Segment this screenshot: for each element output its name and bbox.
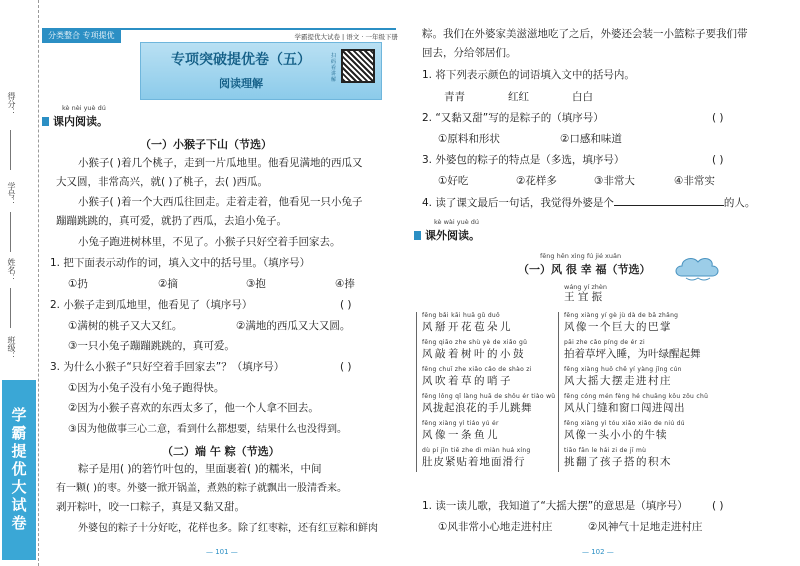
poem-text: 风吹着草的哨子 [422, 375, 513, 387]
answer-paren[interactable]: ( ) [340, 299, 352, 311]
name-label: 姓名： [7, 258, 16, 282]
poem-pinyin: fēng cóng mén fèng hé chuāng kǒu zǒu chū [564, 393, 709, 400]
poem-text: 风敲着树叶的小鼓 [422, 348, 526, 360]
poem-pinyin: fēng xiàng yì tóu xiǎo xiǎo de niú dú [564, 420, 685, 427]
option[interactable]: ①扔 [68, 278, 88, 290]
section-heading [42, 113, 108, 129]
poem-line [564, 312, 678, 334]
left-page [40, 0, 398, 566]
word-option[interactable]: 青青 [444, 91, 465, 103]
passage-title: （一）小猴子下山（节选） [140, 138, 272, 151]
poem-author: 王 宜 振 [564, 291, 603, 303]
brand-logo: 学霸提优大试卷 [2, 380, 36, 560]
poem-line [422, 366, 532, 388]
answer-paren[interactable]: ( ) [712, 500, 724, 512]
binding-strip [0, 0, 39, 566]
poem-text: 风拢起浪花的手儿跳舞 [422, 402, 532, 414]
poem-right-bar [558, 312, 559, 472]
option[interactable]: ②口感和味道 [560, 133, 622, 145]
option[interactable]: ③一只小兔子蹦蹦跳跳的，真可爱。 [68, 340, 235, 352]
poem-text: 拍着草坪入睡，为叶绿醒起舞 [564, 348, 701, 360]
poem-pinyin: fēng xiàng huǒ chē yí yàng jǐng cún [564, 366, 682, 373]
poem-text: 挑翻了孩子搭的积木 [564, 456, 672, 468]
answer-paren[interactable]: ( ) [712, 112, 724, 124]
question: 1. 将下列表示颜色的词语填入文中的括号内。 [422, 69, 635, 81]
poem-pinyin: fēng xiàng yí gè jù dà de bā zhǎng [564, 312, 679, 319]
option[interactable]: ③非常大 [594, 175, 635, 187]
section-heading-text: 课内阅读。 [53, 115, 108, 128]
section-pinyin: kè nèi yuè dú [62, 104, 106, 112]
poem-pinyin: fēng qiāo zhe shù yè de xiǎo gǔ [422, 339, 528, 346]
section-pinyin: kè wài yuè dú [434, 218, 480, 226]
poem-text: 风掰开花苞朵儿 [422, 321, 513, 333]
option[interactable]: ④捧 [335, 278, 355, 290]
qr-code-icon[interactable] [341, 49, 375, 83]
poem-text: 肚皮紧贴着地面滑行 [422, 456, 526, 468]
poem-pinyin: dù pí jǐn tiē zhe dì miàn huá xíng [422, 447, 531, 454]
option[interactable]: ②花样多 [516, 175, 557, 187]
poem-pinyin: fēng xiàng yì tiáo yú ér [422, 420, 499, 427]
poem-line [422, 420, 500, 442]
page-number: — 101 — [206, 548, 238, 556]
answer-blank[interactable] [614, 205, 724, 206]
poem-pinyin: fēng lǒng qǐ làng huā de shǒu ér tiào wǔ [422, 393, 556, 400]
name-line [10, 288, 11, 328]
option[interactable]: ②风神气十足地走进村庄 [588, 521, 703, 533]
passage-line: 粽子是用( )的箬竹叶包的，里面裹着( )的糯米，中间 [78, 463, 322, 475]
question [422, 197, 755, 210]
option[interactable]: ①风非常小心地走进村庄 [438, 521, 553, 533]
option[interactable]: ③抱 [246, 278, 266, 290]
question: 3. 为什么小猴子“只好空着手回家去”？（填序号） [50, 361, 285, 373]
passage-line: 小猴子( )着一个大西瓜往回走。走着走着，他看见一只小兔子 [78, 196, 363, 208]
poem-line [564, 393, 708, 415]
section-heading [414, 227, 480, 243]
passage-line: 大又圆，非常高兴，就( )了桃子，去( )西瓜。 [56, 176, 269, 188]
option[interactable]: ③因为他做事三心二意，看到什么都想要，结果什么也没得到。 [68, 424, 347, 435]
title-banner [140, 42, 382, 100]
poem-text: 风像一条鱼儿 [422, 429, 500, 441]
option[interactable]: ①满树的桃子又大又红。 [68, 320, 183, 332]
answer-paren[interactable]: ( ) [340, 361, 352, 373]
student-id-label: 学号： [7, 182, 16, 206]
passage-line: 粽。我们在外婆家美滋滋地吃了之后，外婆还会装一小篮粽子要我们带 [422, 28, 748, 40]
passage-line: 有一颗( )的枣。外婆一掀开锅盖，煮熟的粽子就飘出一股清香来。 [56, 483, 347, 494]
poem-pinyin: fēng chuī zhe xiǎo cǎo de shào zi [422, 366, 532, 373]
question: 1. 把下面表示动作的词，填入文中的括号里。（填序号） [50, 257, 311, 269]
option[interactable]: ④非常实 [674, 175, 715, 187]
word-option[interactable]: 白白 [572, 91, 593, 103]
section-marker-icon [414, 231, 421, 240]
page-number: — 102 — [582, 548, 614, 556]
score-line [10, 130, 11, 170]
section-marker-icon [42, 117, 49, 126]
poem-pinyin: fēng bǎi kāi huā gǔ duǒ [422, 312, 500, 319]
question-text: 4. 读了课文最后一句话，我觉得外婆是个 [422, 197, 614, 209]
poem-left-bar [416, 312, 417, 472]
poem-line [422, 393, 555, 415]
question: 3. 外婆包的粽子的特点是（多选，填序号） [422, 154, 625, 166]
poem-text: 风从门缝和窗口闯进闯出 [564, 402, 685, 414]
passage-line: 回去，分给邻居们。 [422, 47, 517, 59]
poem-line [422, 339, 527, 361]
section-heading-text: 课外阅读。 [425, 229, 480, 242]
poem-line [564, 447, 672, 469]
qr-caption: 扫码看讲解 [331, 53, 337, 83]
poem-pinyin: tiāo fān le hái zi de jī mù [564, 447, 647, 454]
book-header: 学霸提优大试卷 | 语文 · 一年级下册 [294, 33, 398, 41]
option[interactable]: ②摘 [158, 278, 178, 290]
passage-line: 小兔子跑进树林里，不见了。小猴子只好空着手回家去。 [78, 236, 341, 248]
poem-text: 风像一个巨大的巴掌 [564, 321, 672, 333]
id-line [10, 212, 11, 252]
score-label: 得分： [7, 92, 16, 116]
question-end: 的人。 [723, 197, 756, 209]
author-pinyin: wáng yí zhèn [564, 283, 607, 291]
poem-line [564, 420, 685, 442]
poem-text: 风大摇大摆走进村庄 [564, 375, 672, 387]
passage-line: 蹦蹦跳跳的，真可爱，就扔了西瓜，去追小兔子。 [56, 215, 287, 227]
option[interactable]: ②因为小猴子喜欢的东西太多了，他一个人拿不回去。 [68, 402, 319, 414]
poem-title: （一）风 很 幸 福（节选） [518, 263, 651, 276]
question: 1. 读一读儿歌，我知道了“大摇大摆”的意思是（填序号） [422, 500, 688, 512]
passage-line: 小猴子( )着几个桃子，走到一片瓜地里。他看见满地的西瓜又 [78, 157, 363, 169]
question: 2. “又黏又甜”写的是粽子的（填序号） [422, 112, 604, 124]
option[interactable]: ①原料和形状 [438, 133, 500, 145]
poem-pinyin: pāi zhe cǎo píng de ér zi [564, 339, 645, 346]
poem-line [422, 312, 513, 334]
cloud-icon [672, 252, 722, 284]
category-tag: 分类整合 专项提优 [42, 28, 121, 43]
poem-title-pinyin: fēng hěn xìng fú jié xuǎn [540, 252, 622, 260]
option[interactable]: ①好吃 [438, 175, 469, 187]
poem-line [564, 339, 701, 361]
poem-line [422, 447, 531, 469]
option[interactable]: ①因为小兔子没有小兔子跑得快。 [68, 382, 225, 394]
answer-paren[interactable]: ( ) [712, 154, 724, 166]
right-page [412, 0, 792, 566]
question: 2. 小猴子走到瓜地里，他看见了（填序号） [50, 299, 253, 311]
word-option[interactable]: 红红 [508, 91, 529, 103]
passage-line: 剥开粽叶，咬一口粽子，真是又黏又甜。 [56, 501, 245, 513]
poem-text: 风像一头小小的牛犊 [564, 429, 668, 441]
paper-title: 专项突破提优卷（五） [171, 52, 311, 68]
option[interactable]: ②满地的西瓜又大又圆。 [236, 320, 351, 332]
passage-line: 外婆包的粽子十分好吃，花样也多。除了红枣粽，还有红豆粽和鲜肉 [78, 523, 378, 534]
poem-line [564, 366, 682, 388]
paper-subtitle: 阅读理解 [219, 77, 263, 90]
passage-title: （二）端 午 粽（节选） [162, 445, 280, 458]
class-label: 班级： [7, 336, 16, 360]
